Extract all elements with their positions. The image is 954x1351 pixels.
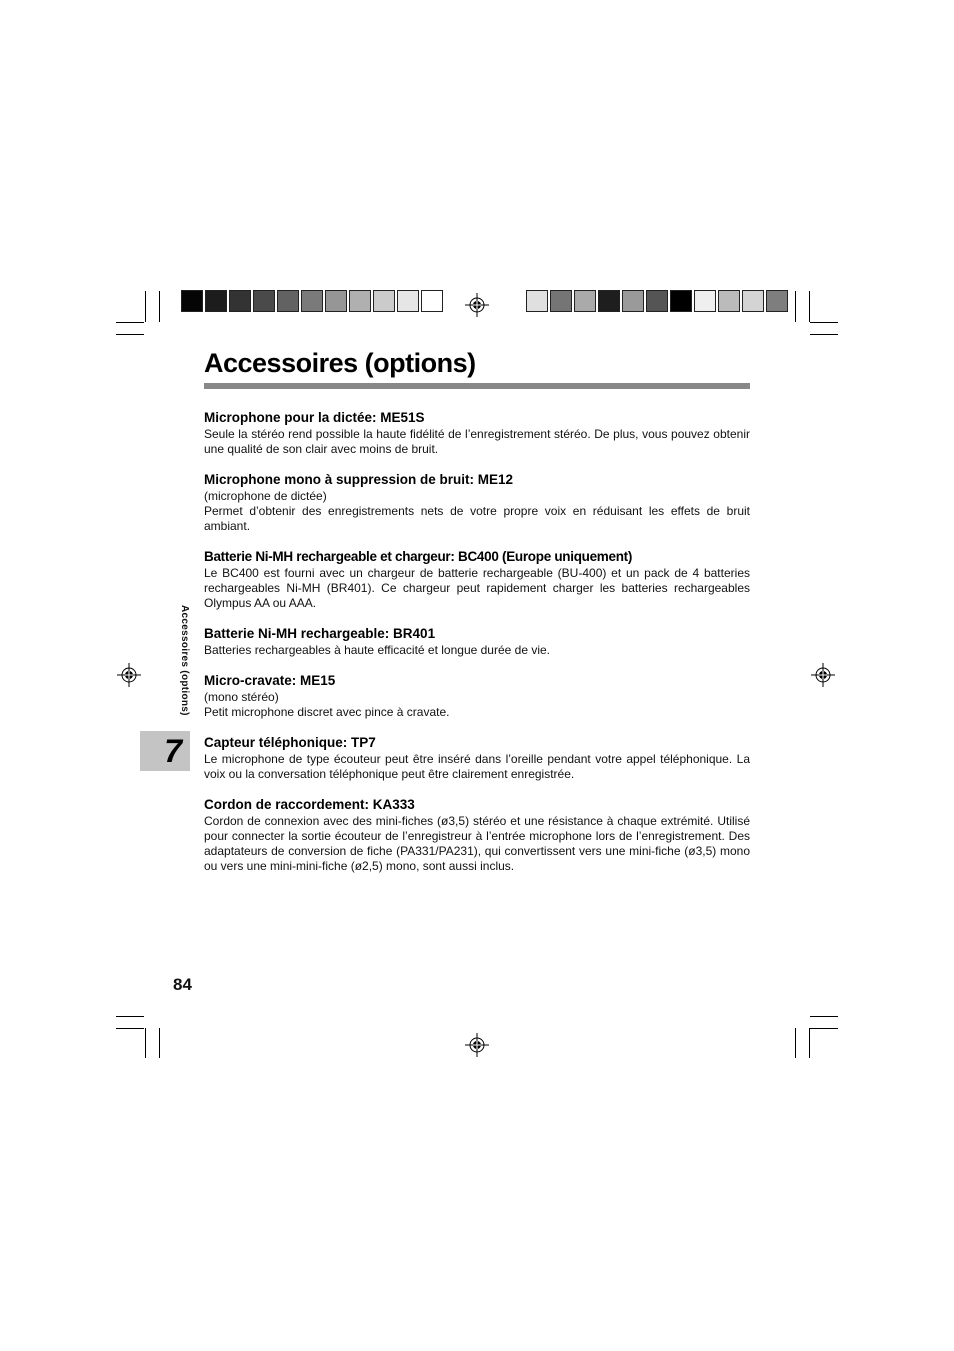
color-swatch xyxy=(694,290,716,312)
chapter-number: 7 xyxy=(164,733,182,769)
section-text: Cordon de connexion avec des mini-fiches (ø3,5) stéréo et une résistance à chaque extrémité. Utilisé pour connecter la sortie écouteur de l’enregistreur à l’entrée microphone lors de l’enregistrement. Des adaptateurs de conversion de fiche (PA331/PA231), qui convertissent vers une mini-fiche (ø3,5) mono ou vers une mini-mini-fiche (ø2,5) mono, sont aussi inclus. xyxy=(204,814,750,873)
registration-mark-icon xyxy=(465,1033,489,1057)
chapter-tab xyxy=(140,731,190,771)
color-swatch xyxy=(766,290,788,312)
section-heading: Microphone pour la dictée: ME51S xyxy=(204,410,425,425)
accessory-section-me15 xyxy=(204,672,750,720)
crop-mark xyxy=(795,1028,796,1058)
crop-mark xyxy=(810,322,838,323)
crop-mark xyxy=(810,334,838,335)
crop-mark xyxy=(116,1016,144,1017)
accessory-section-me51s xyxy=(204,409,750,457)
color-swatch xyxy=(301,290,323,312)
crop-mark xyxy=(159,1028,160,1058)
crop-mark xyxy=(116,334,144,335)
section-heading: Capteur téléphonique: TP7 xyxy=(204,735,376,750)
color-swatch xyxy=(598,290,620,312)
color-swatch xyxy=(646,290,668,312)
page-number: 84 xyxy=(173,975,192,994)
crop-mark xyxy=(810,1016,838,1017)
color-swatch xyxy=(253,290,275,312)
crop-mark xyxy=(159,291,160,322)
crop-mark xyxy=(810,1028,838,1029)
color-swatch xyxy=(397,290,419,312)
registration-mark-icon xyxy=(117,663,141,687)
crop-mark xyxy=(809,1028,810,1058)
color-swatch xyxy=(670,290,692,312)
page-title: Accessoires (options) xyxy=(204,348,476,378)
accessory-section-bc400 xyxy=(204,548,750,611)
crop-mark xyxy=(116,322,144,323)
registration-mark-icon xyxy=(811,663,835,687)
color-swatch xyxy=(205,290,227,312)
section-text: (mono stéréo) xyxy=(204,690,279,704)
color-swatch xyxy=(421,290,443,312)
color-swatch xyxy=(277,290,299,312)
accessory-section-br401 xyxy=(204,625,750,658)
section-text: Seule la stéréo rend possible la haute fidélité de l’enregistrement stéréo. De plus, vous pouvez obtenir une qualité de son clair avec moins de bruit. xyxy=(204,427,750,456)
crop-mark xyxy=(795,291,796,322)
accessory-section-ka333 xyxy=(204,796,750,874)
accessory-section-tp7 xyxy=(204,734,750,782)
registration-mark-icon xyxy=(465,293,489,317)
section-heading: Batterie Ni-MH rechargeable et chargeur: BC400 (Europe uniquement) xyxy=(204,549,633,564)
color-bar-left xyxy=(181,290,445,312)
crop-mark xyxy=(116,1028,144,1029)
color-swatch xyxy=(622,290,644,312)
section-text: Petit microphone discret avec pince à cravate. xyxy=(204,705,450,719)
section-heading: Microphone mono à suppression de bruit: ME12 xyxy=(204,472,514,487)
color-swatch xyxy=(526,290,548,312)
section-text: Le microphone de type écouteur peut être inséré dans l’oreille pendant votre appel téléphonique. La voix ou la conversation téléphonique peut être clairement enregistrée. xyxy=(204,752,750,781)
section-heading: Micro-cravate: ME15 xyxy=(204,673,336,688)
color-swatch xyxy=(181,290,203,312)
color-bar-right xyxy=(526,290,790,312)
crop-mark xyxy=(145,291,146,322)
side-label-text: Accessoires (options) xyxy=(179,605,190,716)
title-rule xyxy=(204,383,750,389)
section-text: (microphone de dictée) xyxy=(204,489,327,503)
color-swatch xyxy=(325,290,347,312)
crop-mark xyxy=(809,291,810,322)
color-swatch xyxy=(574,290,596,312)
color-swatch xyxy=(550,290,572,312)
accessories-list xyxy=(204,409,750,888)
accessory-section-me12 xyxy=(204,471,750,534)
section-heading: Cordon de raccordement: KA333 xyxy=(204,797,415,812)
color-swatch xyxy=(742,290,764,312)
chapter-side-label xyxy=(176,605,192,727)
color-swatch xyxy=(229,290,251,312)
section-heading: Batterie Ni-MH rechargeable: BR401 xyxy=(204,626,436,641)
section-text: Le BC400 est fourni avec un chargeur de batterie rechargeable (BU-400) et un pack de 4 batteries rechargeables Ni-MH (BR401). Ce chargeur peut rapidement charger les batteries rechargeables Olympus AA ou AAA. xyxy=(204,566,750,610)
section-text: Batteries rechargeables à haute efficacité et longue durée de vie. xyxy=(204,643,551,657)
color-swatch xyxy=(718,290,740,312)
crop-mark xyxy=(145,1028,146,1058)
section-text: Permet d’obtenir des enregistrements nets de votre propre voix en réduisant les effets de bruit ambiant. xyxy=(204,504,750,533)
color-swatch xyxy=(373,290,395,312)
color-swatch xyxy=(349,290,371,312)
